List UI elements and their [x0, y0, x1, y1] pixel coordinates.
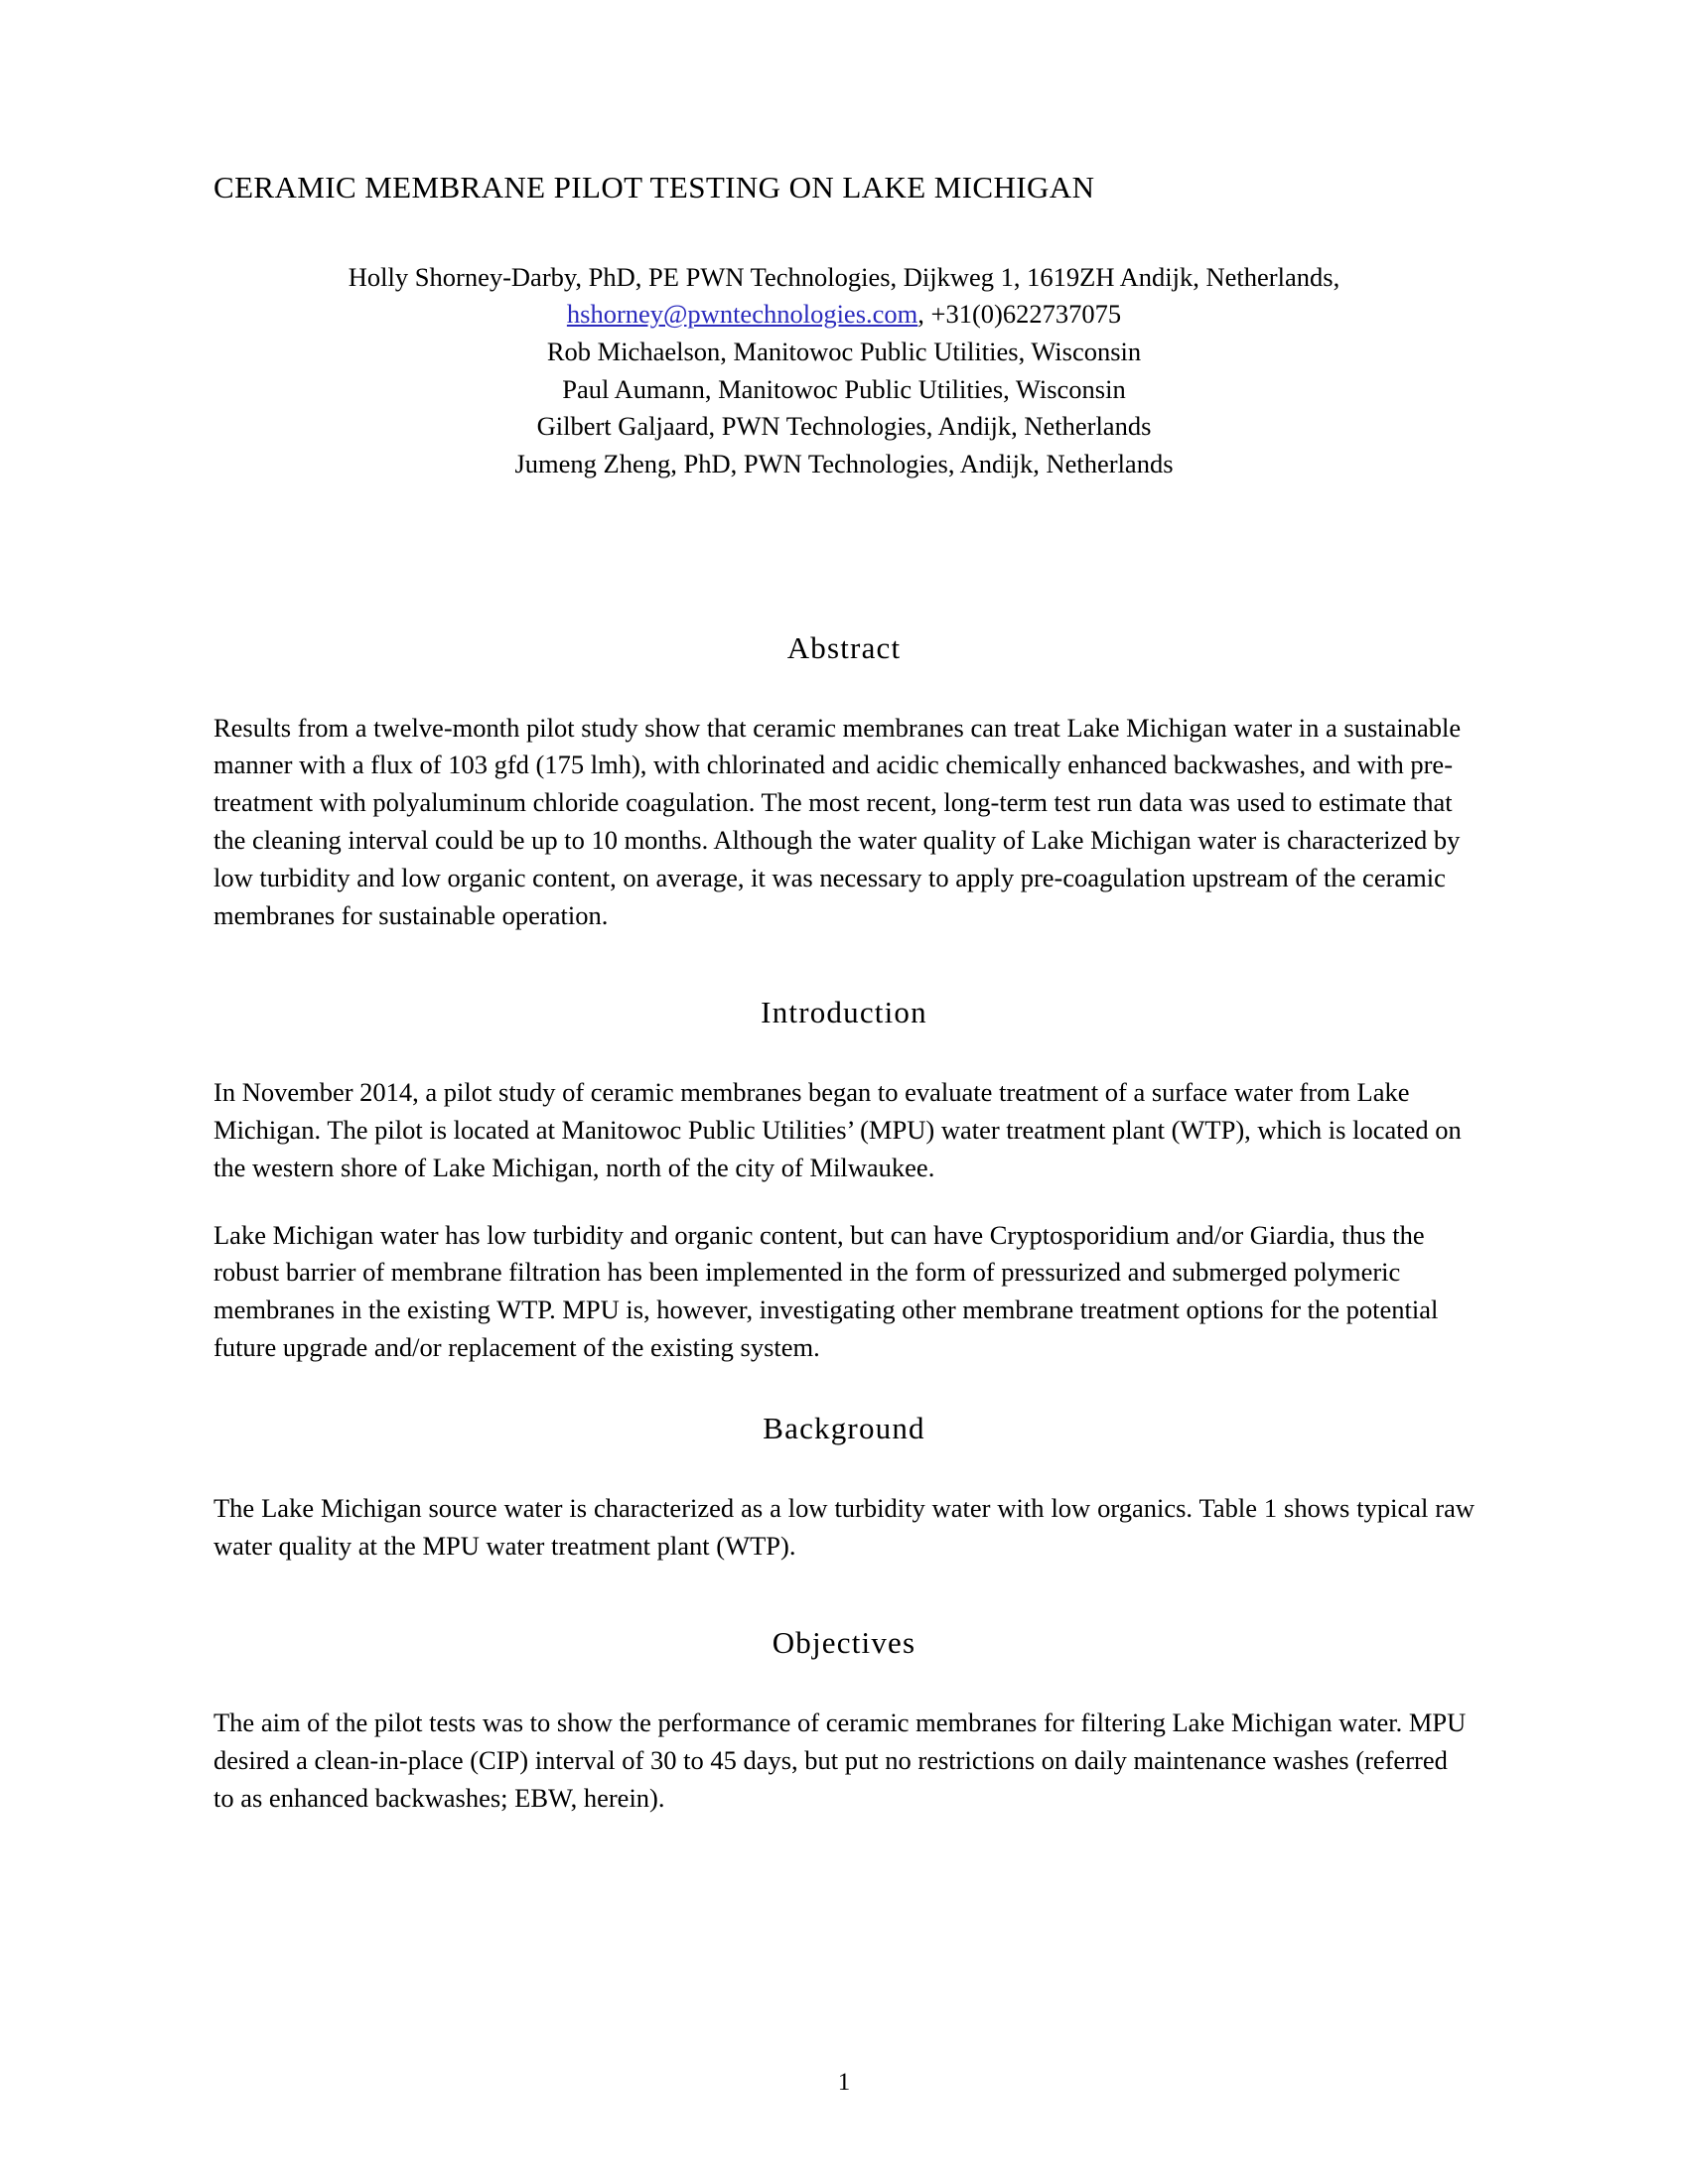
spacer — [213, 1030, 1475, 1074]
abstract-paragraph: Results from a twelve-month pilot study show that ceramic membranes can treat Lake Michigan water in a sustainable manner with a flux of 103 gfd (175 lmh), with chlorinated and acidic chemically enhanced backwashes, and with pre-treatment with polyaluminum chloride coagulation. The most recent, long-term test run data was used to estimate that the cleaning interval could be up to 10 months. Although the water quality of Lake Michigan water is characterized by low turbidity and low organic content, on average, it was necessary to apply pre-coagulation upstream of the ceramic membranes for sustainable operation. — [213, 712, 1462, 930]
section-heading-abstract: Abstract — [786, 629, 902, 665]
introduction-paragraph-1: In November 2014, a pilot study of ceramic membranes began to evaluate treatment of a surface water from Lake Michigan. The pilot is located at Manitowoc Public Utilities’ (MPU) water treatment plant (WTP), which is located on the western shore of Lake Michigan, north of the city of Milwaukee. — [213, 1076, 1462, 1182]
author-phone: , +31(0)622737075 — [917, 299, 1122, 330]
section-heading-background: Background — [763, 1411, 925, 1446]
spacer — [213, 666, 1475, 710]
page-number: 1 — [837, 2069, 851, 2096]
background-paragraph: The Lake Michigan source water is characterized as a low turbidity water with low organics. Table 1 shows typical raw water quality at the MPU water treatment plant (WTP). — [213, 1493, 1475, 1561]
introduction-paragraph-2: Lake Michigan water has low turbidity and organic content, but can have Cryptosporidium and/or Giardia, thus the robust barrier of membrane filtration has been implemented in the form of pressurized and submerged polymeric membranes in the existing WTP. MPU is, however, investigating other membrane treatment options for the potential future upgrade and/or replacement of the existing system. — [213, 1219, 1439, 1363]
author-contact-line — [213, 296, 1475, 334]
spacer — [213, 1446, 1475, 1490]
spacer — [213, 523, 1475, 630]
author-line-3: Rob Michaelson, Manitowoc Public Utilities, Wisconsin — [546, 337, 1142, 366]
author-line-4: Paul Aumann, Manitowoc Public Utilities, Wisconsin — [562, 373, 1126, 404]
author-line-6: Jumeng Zheng, PhD, PWN Technologies, Andijk, Netherlands — [514, 448, 1174, 478]
spacer — [213, 935, 1475, 995]
spacer — [213, 1566, 1475, 1625]
objectives-paragraph: The aim of the pilot tests was to show the performance of ceramic membranes for filtering Lake Michigan water. MPU desired a clean-in-place (CIP) interval of 30 to 45 days, but put no restrictions on daily maintenance washes (referred to as enhanced backwashes; EBW, herein). — [213, 1706, 1467, 1813]
spacer — [213, 1367, 1475, 1411]
author-line-1 — [213, 259, 1475, 297]
spacer — [213, 1661, 1475, 1705]
page-title: CERAMIC MEMBRANE PILOT TESTING ON LAKE MICHIGAN — [213, 170, 1095, 205]
author-line-5: Gilbert Galjaard, PWN Technologies, Andijk, Netherlands — [536, 411, 1152, 442]
author-affiliation-primary: Holly Shorney-Darby, PhD, PE PWN Technologies, Dijkweg 1, 1619ZH Andijk, Netherlands, — [348, 261, 1340, 292]
section-heading-introduction: Introduction — [761, 994, 927, 1029]
author-email-link[interactable]: hshorney@pwntechnologies.com — [566, 299, 918, 330]
author-block — [213, 259, 1475, 483]
section-heading-objectives: Objectives — [772, 1624, 916, 1660]
